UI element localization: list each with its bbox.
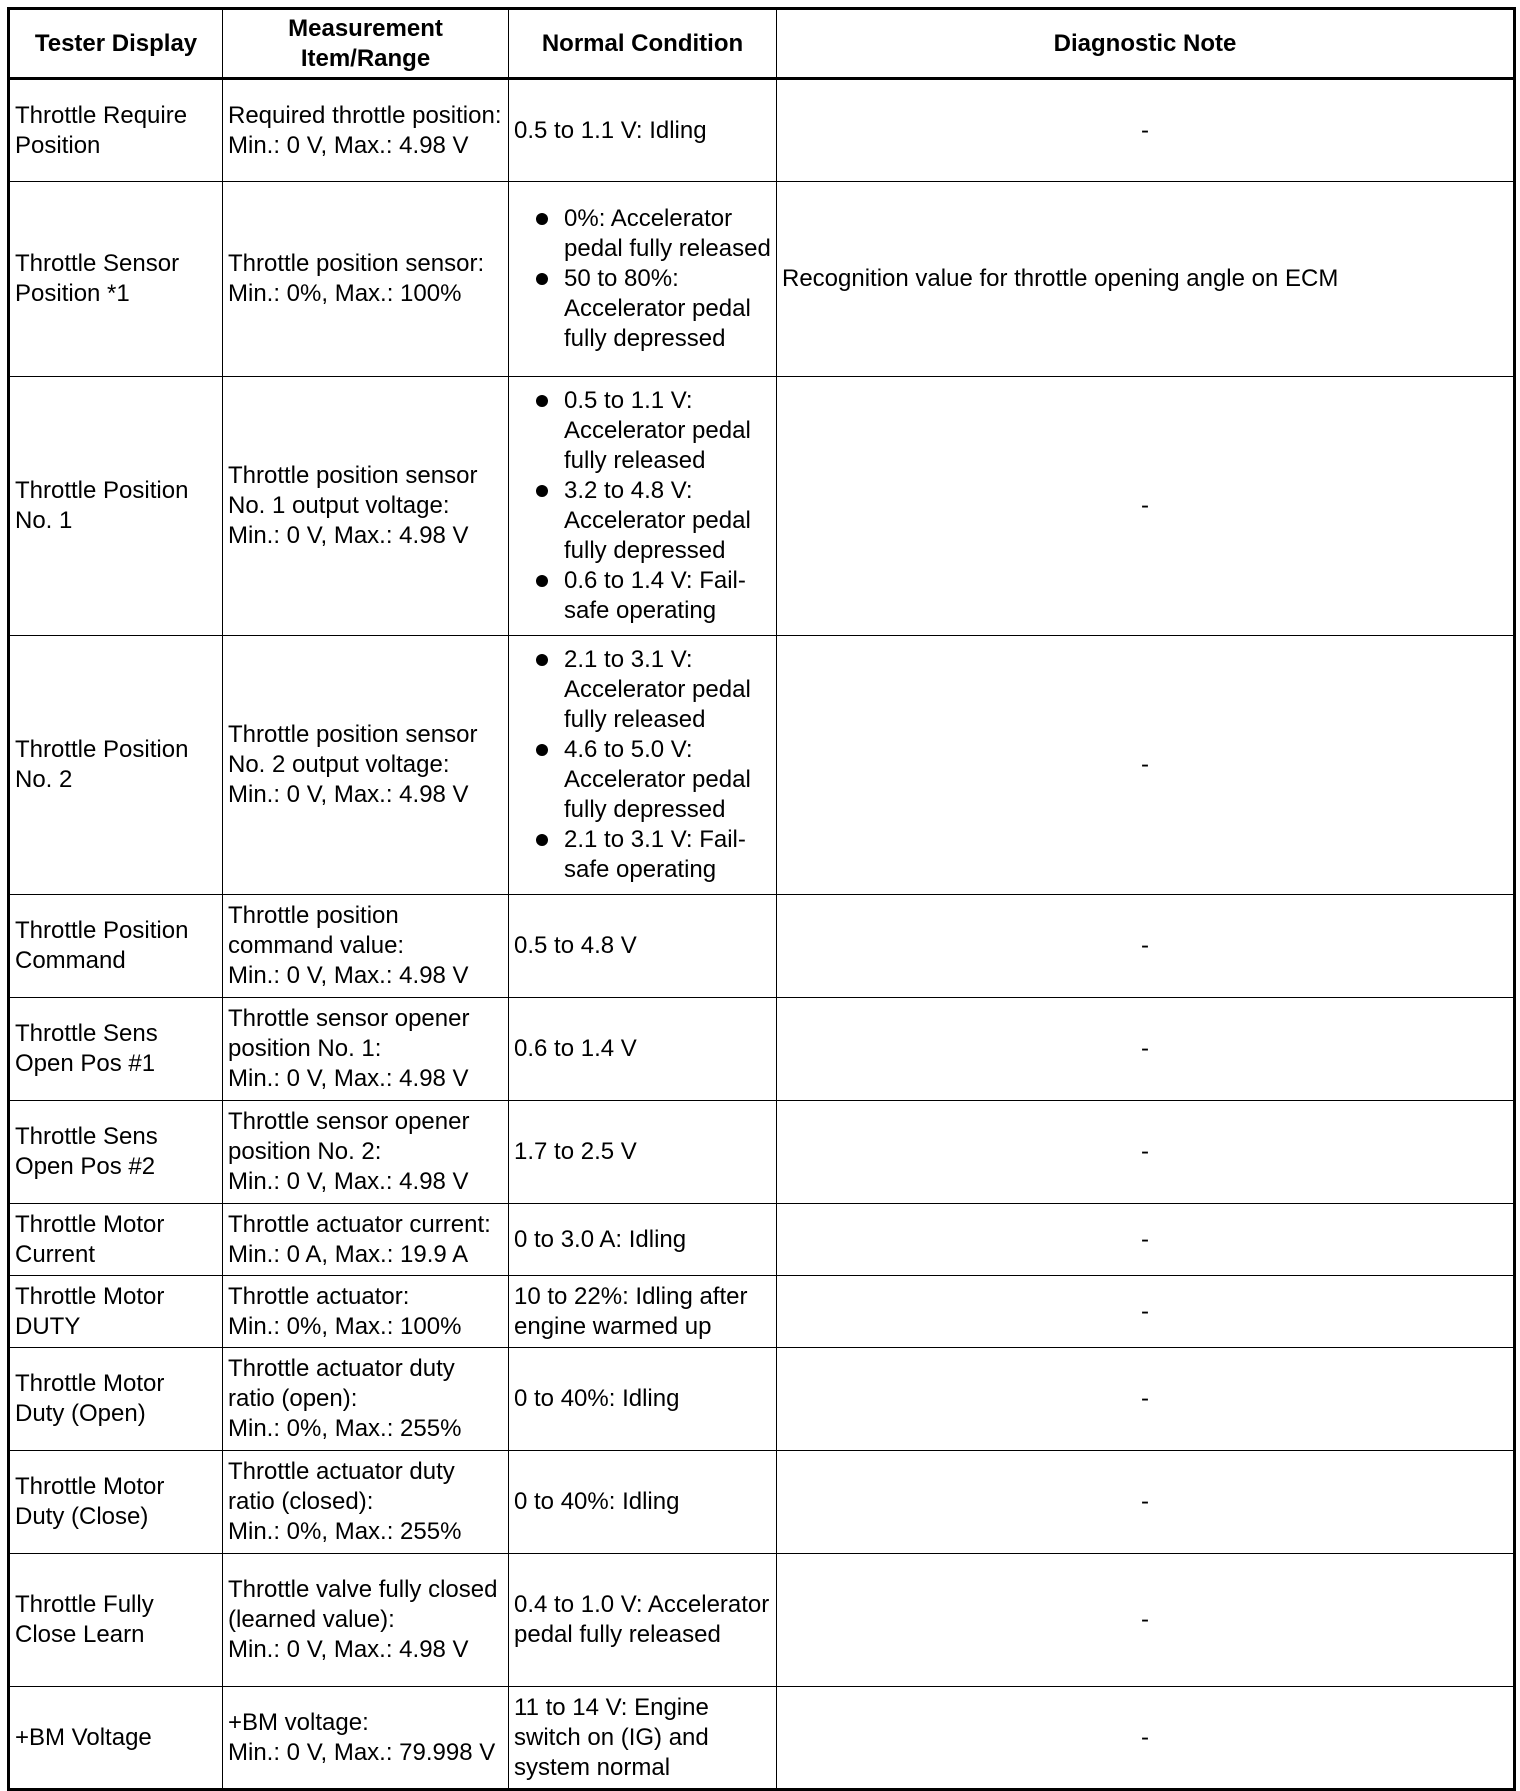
diagnostic-note-cell: - [777,636,1515,895]
table-row [9,1451,1515,1554]
tester-display-cell: Throttle Sens Open Pos #1 [9,998,223,1101]
diagnostic-note-cell: - [777,1687,1515,1790]
normal-condition-cell [509,182,777,377]
tester-display-cell: Throttle Motor DUTY [9,1276,223,1348]
normal-condition-cell [509,1687,777,1790]
condition-list-item [514,735,771,825]
table-row [9,377,1515,636]
tester-display-cell: Throttle Sens Open Pos #2 [9,1101,223,1204]
measurement-range-cell: Throttle actuator duty ratio (open): Min.: 0%, Max.: 255% [223,1348,509,1451]
condition-list-item [514,386,771,476]
table-row [9,1101,1515,1204]
table-row [9,1276,1515,1348]
condition-list-item [514,476,771,566]
table-row [9,182,1515,377]
bullet-icon [536,213,548,225]
measurement-range-cell: Throttle position command value: Min.: 0 V, Max.: 4.98 V [223,895,509,998]
normal-condition-cell [509,1101,777,1204]
normal-condition-cell [509,1348,777,1451]
diagnostic-note-cell: Recognition value for throttle opening angle on ECM [777,182,1515,377]
measurement-range-cell: Throttle valve fully closed (learned value): Min.: 0 V, Max.: 4.98 V [223,1554,509,1687]
normal-condition-cell [509,1204,777,1276]
bullet-icon [536,395,548,407]
diagnostic-note-cell: - [777,377,1515,636]
measurement-range-cell: Throttle actuator: Min.: 0%, Max.: 100% [223,1276,509,1348]
condition-text: 0%: Accelerator pedal fully released [564,205,771,262]
table-row [9,1687,1515,1790]
measurement-range-cell: Throttle sensor opener position No. 1: Min.: 0 V, Max.: 4.98 V [223,998,509,1101]
table-row [9,998,1515,1101]
table-row [9,1554,1515,1687]
normal-condition-cell [509,636,777,895]
condition-text: 10 to 22%: Idling after engine warmed up [514,1282,748,1340]
condition-text: 0.4 to 1.0 V: Accelerator pedal fully released [514,1591,770,1648]
table-row [9,1204,1515,1276]
tester-display-cell: Throttle Sensor Position *1 [9,182,223,377]
diagnostic-note-cell: - [777,1451,1515,1554]
header-row [9,9,1515,79]
condition-text: 11 to 14 V: Engine switch on (IG) and system normal [514,1693,709,1781]
condition-list-item [514,645,771,735]
bullet-icon [536,654,548,666]
measurement-range-cell: +BM voltage: Min.: 0 V, Max.: 79.998 V [223,1687,509,1790]
condition-text: 3.2 to 4.8 V: Accelerator pedal fully depressed [564,477,751,564]
condition-text: 0 to 3.0 A: Idling [514,1225,687,1253]
condition-list [514,645,771,885]
table-row [9,1348,1515,1451]
measurement-range-cell: Throttle position sensor No. 2 output voltage: Min.: 0 V, Max.: 4.98 V [223,636,509,895]
condition-text: 2.1 to 3.1 V: Fail-safe operating [564,826,746,883]
normal-condition-cell [509,895,777,998]
diagnostic-note-cell: - [777,1554,1515,1687]
condition-list-item [514,204,771,264]
condition-text: 50 to 80%: Accelerator pedal fully depressed [564,265,751,352]
bullet-icon [536,485,548,497]
diagnostic-note-cell: - [777,1101,1515,1204]
bullet-icon [536,273,548,285]
measurement-range-cell: Throttle position sensor No. 1 output voltage: Min.: 0 V, Max.: 4.98 V [223,377,509,636]
bullet-icon [536,575,548,587]
normal-condition-cell [509,377,777,636]
normal-condition-cell [509,1554,777,1687]
condition-list-item [514,264,771,354]
bullet-icon [536,744,548,756]
condition-list [514,386,771,626]
tester-display-cell: Throttle Motor Duty (Close) [9,1451,223,1554]
table-row [9,636,1515,895]
condition-text: 0.5 to 1.1 V: Accelerator pedal fully released [564,387,751,474]
normal-condition-cell [509,79,777,182]
table-row [9,895,1515,998]
normal-condition-cell [509,998,777,1101]
header-tester-display: Tester Display [9,9,223,79]
tester-display-cell: Throttle Fully Close Learn [9,1554,223,1687]
normal-condition-cell [509,1276,777,1348]
tester-display-cell: Throttle Require Position [9,79,223,182]
diagnostic-note-cell: - [777,998,1515,1101]
tester-display-cell: Throttle Position Command [9,895,223,998]
condition-text: 0.6 to 1.4 V: Fail-safe operating [564,567,746,624]
header-diagnostic-note: Diagnostic Note [777,9,1515,79]
data-list-table [7,7,1516,1791]
condition-text: 0.6 to 1.4 V [514,1035,637,1062]
condition-text: 1.7 to 2.5 V [514,1138,637,1165]
condition-list-item [514,566,771,626]
measurement-range-cell: Throttle position sensor: Min.: 0%, Max.: 100% [223,182,509,377]
header-measurement-item: Measurement Item/Range [223,9,509,79]
tester-display-cell: Throttle Position No. 2 [9,636,223,895]
diagnostic-note-cell: - [777,1276,1515,1348]
measurement-range-cell: Throttle sensor opener position No. 2: Min.: 0 V, Max.: 4.98 V [223,1101,509,1204]
diagnostic-note-cell: - [777,1204,1515,1276]
condition-text: 2.1 to 3.1 V: Accelerator pedal fully released [564,646,751,733]
tester-display-cell: Throttle Position No. 1 [9,377,223,636]
condition-text: 0 to 40%: Idling [514,1488,680,1515]
measurement-range-cell: Throttle actuator duty ratio (closed): Min.: 0%, Max.: 255% [223,1451,509,1554]
diagnostic-note-cell: - [777,895,1515,998]
measurement-range-cell: Throttle actuator current: Min.: 0 A, Max.: 19.9 A [223,1204,509,1276]
measurement-range-cell: Required throttle position: Min.: 0 V, Max.: 4.98 V [223,79,509,182]
bullet-icon [536,834,548,846]
tester-display-cell: Throttle Motor Duty (Open) [9,1348,223,1451]
condition-list-item [514,825,771,885]
tester-display-cell: Throttle Motor Current [9,1204,223,1276]
condition-text: 0.5 to 1.1 V: Idling [514,116,707,144]
condition-text: 0.5 to 4.8 V [514,932,637,959]
condition-text: 0 to 40%: Idling [514,1385,680,1412]
condition-text: 4.6 to 5.0 V: Accelerator pedal fully depressed [564,736,751,823]
normal-condition-cell [509,1451,777,1554]
header-normal-condition: Normal Condition [509,9,777,79]
data-list-sheet [7,7,1513,1783]
tester-display-cell: +BM Voltage [9,1687,223,1790]
diagnostic-note-cell: - [777,79,1515,182]
diagnostic-note-cell: - [777,1348,1515,1451]
table-row [9,79,1515,182]
condition-list [514,204,771,354]
